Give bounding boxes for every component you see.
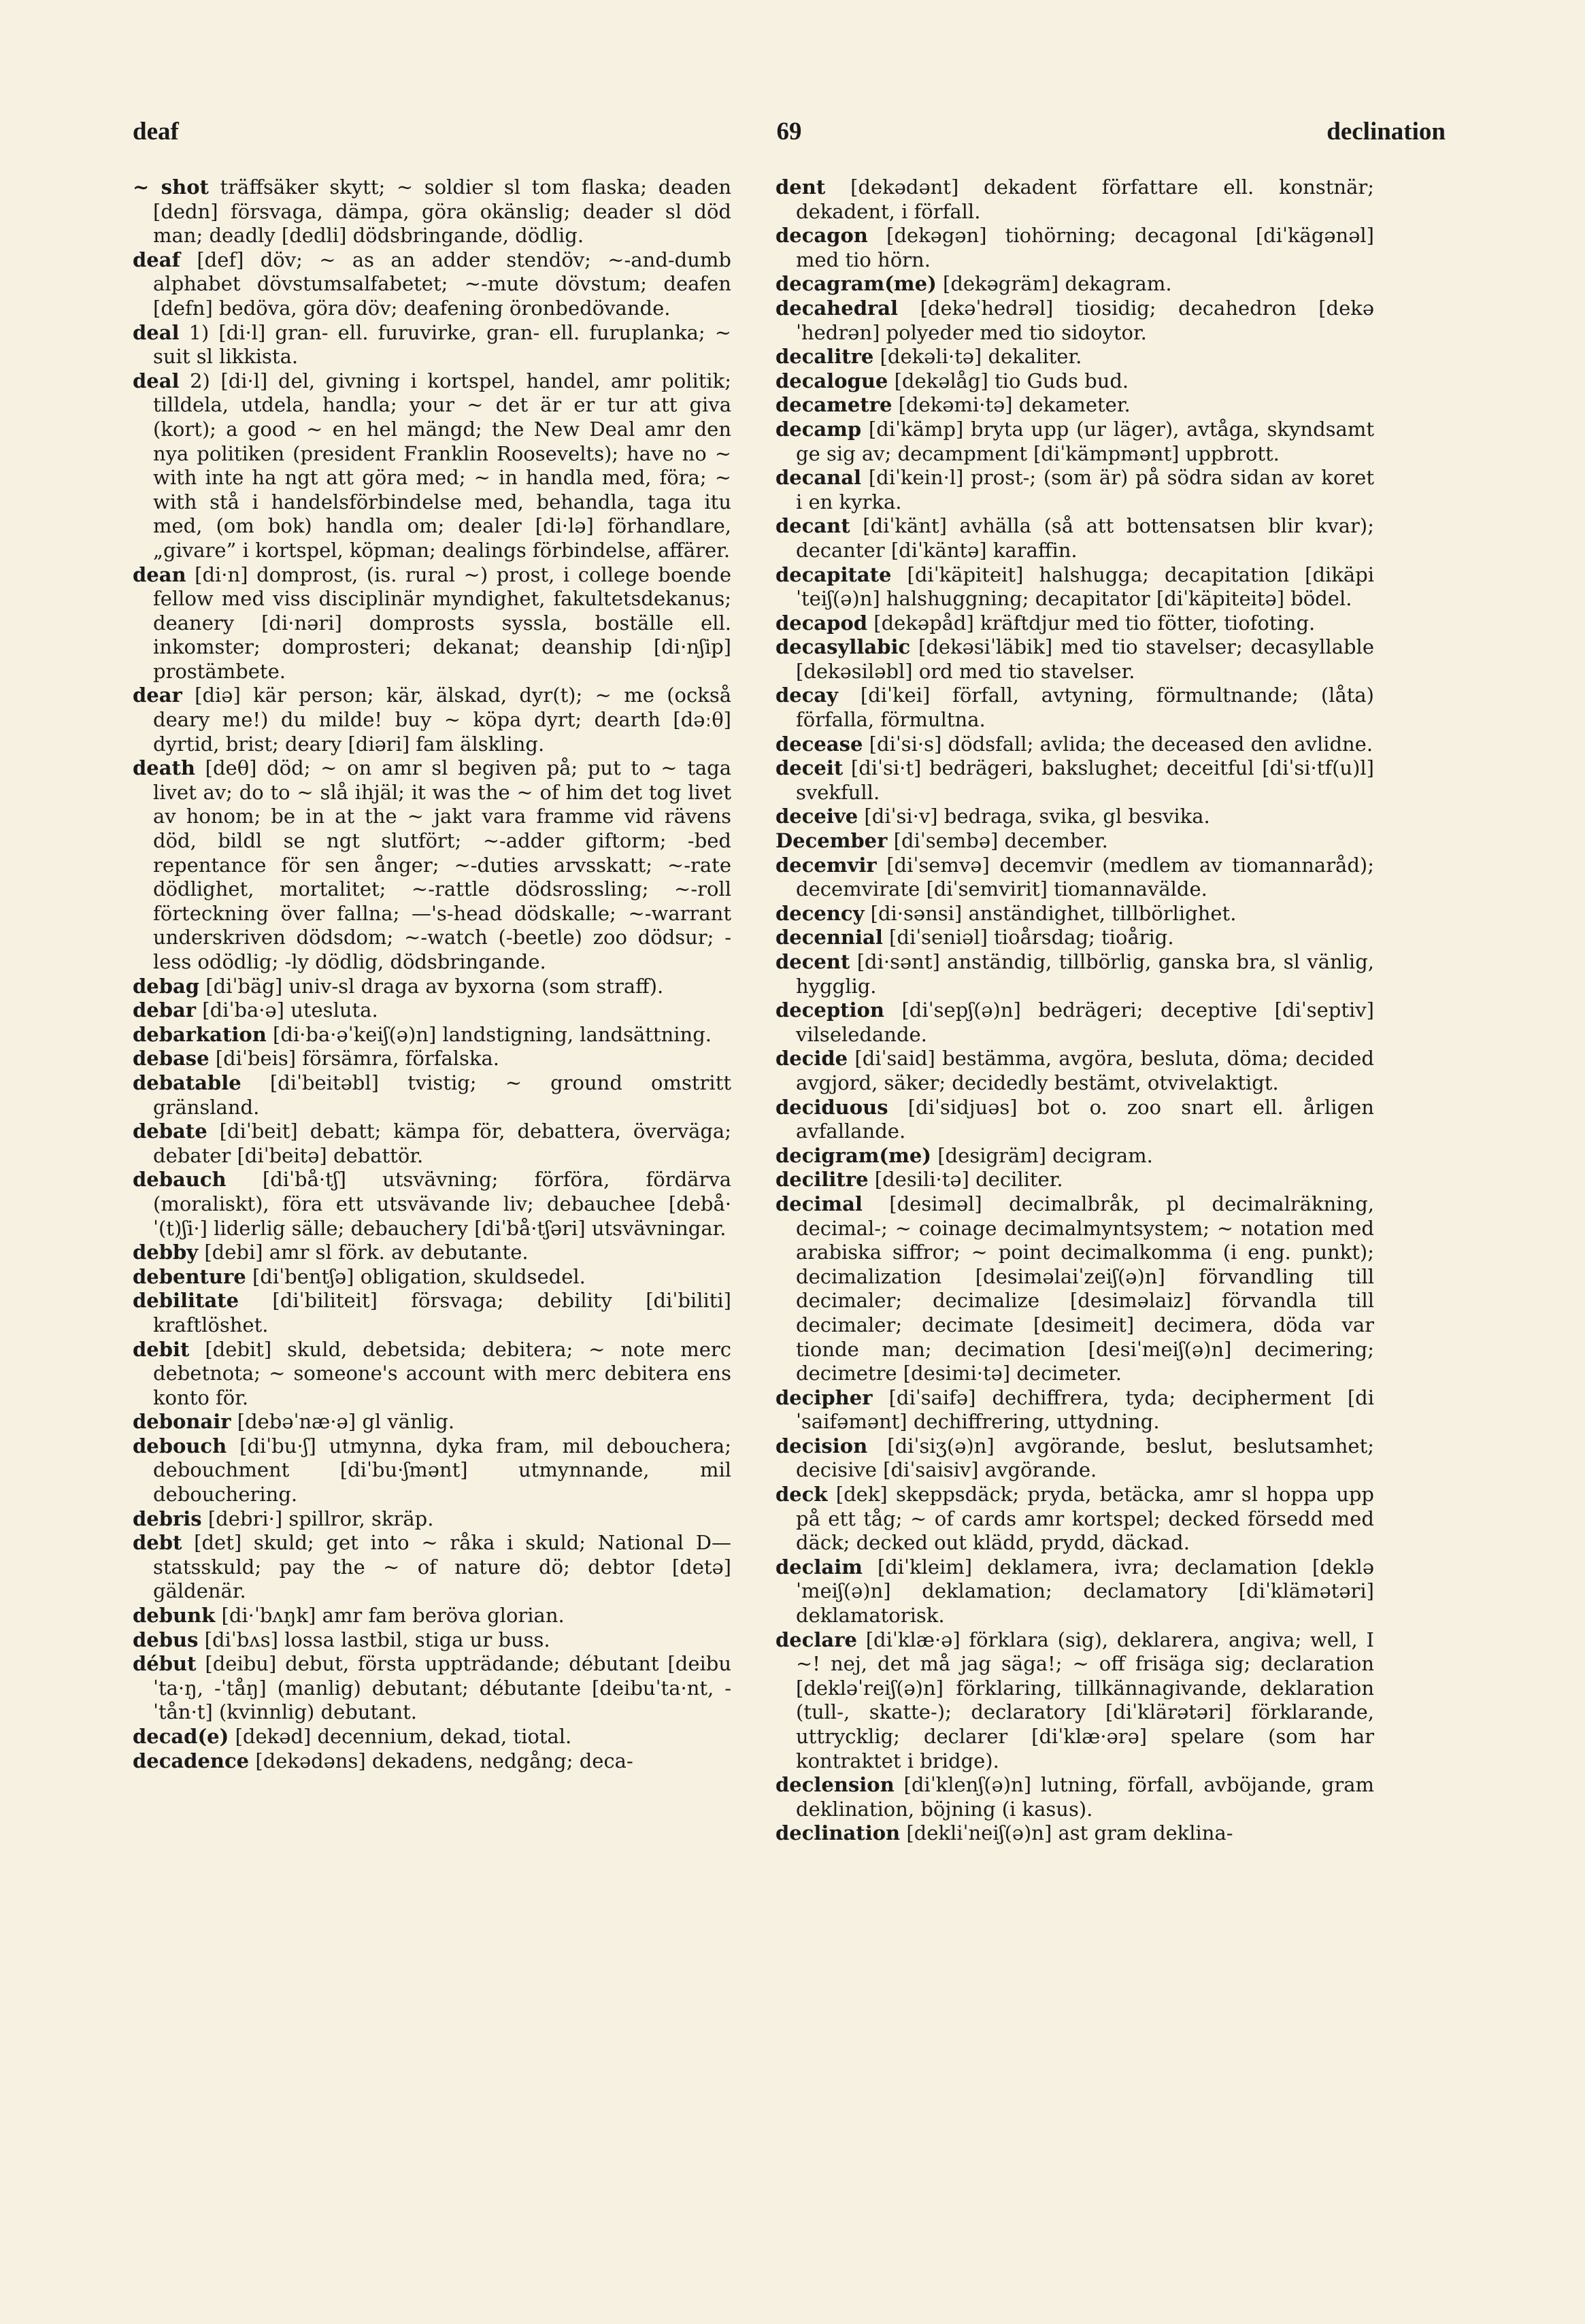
dictionary-entry: [775, 1434, 1374, 1483]
dictionary-entry: [775, 950, 1374, 998]
dictionary-entry: [775, 684, 1374, 732]
entry-headword: début: [133, 1652, 197, 1676]
entry-headword: decasyllabic: [775, 635, 911, 659]
dictionary-entry: [775, 563, 1374, 611]
entry-headword: death: [133, 756, 195, 780]
entry-definition: [diˈkäpiteit] halshugga; decapitation [dikäpiˈteiʃ(ə)n] halshuggning; decapitator [diˈkäpiteitə] bödel.: [796, 562, 1374, 611]
dictionary-entry: [133, 1507, 731, 1532]
entry-definition: [di·sənsi] anständighet, tillbörlighet.: [864, 901, 1237, 925]
dictionary-entry: [775, 369, 1374, 394]
entry-headword: deciduous: [775, 1095, 888, 1119]
page-number: 69: [776, 118, 802, 146]
entry-definition: [desili·tə] deciliter.: [868, 1168, 1063, 1192]
entry-headword: debenture: [133, 1264, 246, 1288]
entry-definition: [diˈbiliteit] försvaga; debility [diˈbiliti] kraftlöshet.: [153, 1289, 731, 1336]
dictionary-entry: [775, 611, 1374, 636]
entry-definition: [dekəgən] tiohörning; decagonal [diˈkägənəl] med tio hörn.: [796, 224, 1374, 271]
dictionary-entry: [133, 1652, 731, 1725]
entry-headword: deaf: [133, 248, 180, 271]
dictionary-entry: [775, 732, 1374, 757]
entry-headword: debit: [133, 1337, 190, 1361]
dictionary-entry: [133, 975, 731, 999]
entry-headword: dear: [133, 684, 182, 707]
dictionary-entry: [133, 1047, 731, 1071]
entry-headword: debus: [133, 1628, 199, 1651]
dictionary-entry: [133, 1338, 731, 1411]
entry-headword: declaim: [775, 1555, 863, 1579]
entry-headword: decadence: [133, 1749, 250, 1772]
entry-definition: [diˈba·ə] utesluta.: [196, 998, 378, 1022]
entry-definition: 2) [di·l] del, givning i kortspel, handel, amr politik; tilldela, utdela, handla; your ~ det är er tur att giva (kort); a good ~ en hel mängd; the New Deal amr den nya politiken (president Franklin Roosevelts); have no ~ with inte ha ngt att göra med; ~ in handla med, föra; ~ with stå i handelsförbindelse med, behandla, taga itu med, (om bok) handla om; dealer [di·lə] förhandlare, „givare” i kortspel, köpman; dealings förbindelse, affärer.: [153, 369, 731, 562]
entry-definition: [diˈsi·v] bedraga, svika, gl besvika.: [858, 805, 1210, 828]
dictionary-entry: [133, 1628, 731, 1653]
entry-headword: debouch: [133, 1434, 227, 1458]
entry-headword: decennial: [775, 926, 883, 949]
dictionary-entry: [133, 369, 731, 563]
entry-headword: decad(e): [133, 1725, 229, 1748]
entry-headword: deal: [133, 369, 180, 392]
dictionary-entry: [775, 829, 1374, 854]
entry-headword: decemvir: [775, 853, 877, 877]
entry-headword: debag: [133, 974, 200, 998]
entry-headword: debate: [133, 1119, 207, 1143]
entry-headword: decimal: [775, 1192, 863, 1215]
entry-definition: [diˈsidjuəs] bot o. zoo snart ell. årligen avfallande.: [796, 1095, 1374, 1143]
entry-definition: [debi] amr sl förk. av debutante.: [198, 1241, 529, 1264]
entry-definition: [diˈkei] förfall, avtyning, förmultnande; (låta) förfalla, förmultna.: [796, 684, 1374, 732]
entry-definition: [desiməl] decimalbråk, pl decimalräkning, decimal-; ~ coinage decimalmyntsystem; ~ notation med arabiska siffror; ~ point decimalkomma (i eng. punkt); decimalization [desiməlaiˈzeiʃ(ə)n] förvandling till decimaler; decimalize [desiməlaiz] förvandla till decimaler; decimate [desimeit] decimera, döda var tionde man; decimation [desiˈmeiʃ(ə)n] decimering; decimetre [desimi·tə] decimeter.: [796, 1192, 1374, 1385]
dictionary-entry: [133, 1265, 731, 1290]
entry-headword: debunk: [133, 1604, 216, 1628]
dictionary-entry: [133, 1289, 731, 1337]
entry-headword: December: [775, 829, 888, 853]
entry-definition: [diˈbeitəbl] tvistig; ~ ground omstritt gränsland.: [153, 1071, 731, 1119]
dictionary-entry: [133, 1410, 731, 1434]
entry-definition: [diˈbäg] univ-sl draga av byxorna (som straff).: [199, 974, 664, 998]
entry-definition: [diˈsiʒ(ə)n] avgörande, beslut, beslutsamhet; decisive [diˈsaisiv] avgörande.: [796, 1434, 1374, 1482]
dictionary-entry: [133, 756, 731, 974]
dictionary-entry: [133, 1119, 731, 1168]
entry-headword: decapod: [775, 611, 868, 635]
entry-headword: deceit: [775, 756, 844, 780]
entry-definition: [dekəˈhedrəl] tiosidig; decahedron [dekəˈhedrən] polyeder med tio sidoytor.: [796, 296, 1374, 344]
dictionary-entry: [775, 175, 1374, 224]
entry-definition: [diˈbeit] debatt; kämpa för, debattera, överväga; debater [diˈbeitə] debattör.: [153, 1119, 731, 1167]
dictionary-entry: [775, 1555, 1374, 1628]
dictionary-entry: [775, 1144, 1374, 1168]
entry-headword: deck: [775, 1483, 828, 1506]
entry-definition: [dekəlåg] tio Guds bud.: [888, 369, 1129, 392]
entry-definition: [deθ] död; ~ on amr sl begiven på; put to ~ taga livet av; do to ~ slå ihjäl; it was the ~ of him det tog livet av honom; be in at the ~ jakt vara framme vid rävens död, bildl se ngt slutfört; ~-adder giftorm; -bed repentance för sen ånger; ~-duties arvsskatt; ~-rate dödlighet, mortalitet; ~-rattle dödsrossling; ~-roll förteckning över fallna; —'s-head dödskalle; ~-warrant underskriven dödsdom; ~-watch (-beetle) zoo dödsur; -less odödlig; -ly dödlig, dödsbringande.: [153, 756, 731, 973]
dictionary-entry: [133, 563, 731, 684]
entry-definition: [diˈkleim] deklamera, ivra; declamation [dekləˈmeiʃ(ə)n] deklamation; declamatory [diˈklämətəri] deklamatorisk.: [796, 1555, 1374, 1628]
entry-definition: [det] skuld; get into ~ råka i skuld; National D— statsskuld; pay the ~ of nature dö; debtor [detə] gäldenär.: [153, 1531, 731, 1603]
entry-definition: [diˈklenʃ(ə)n] lutning, förfall, avböjande, gram deklination, böjning (i kasus).: [796, 1773, 1374, 1821]
entry-headword: dent: [775, 175, 826, 199]
dictionary-entry: [133, 321, 731, 369]
entry-headword: debt: [133, 1531, 182, 1555]
entry-definition: [dekədənt] dekadent författare ell. konstnär; dekadent, i förfall.: [796, 175, 1374, 223]
dictionary-entry: [133, 684, 731, 756]
entry-headword: decipher: [775, 1385, 873, 1409]
entry-definition: [di·ˈbʌŋk] amr fam beröva glorian.: [215, 1604, 565, 1628]
dictionary-entry: [775, 418, 1374, 466]
entry-definition: [dekəsiˈläbik] med tio stavelser; decasyllable [dekəsiləbl] ord med tio stavelser.: [796, 635, 1374, 683]
entry-definition: [diˈbå·tʃ] utsvävning; förföra, fördärva (moraliskt), föra ett utsvävande liv; debauchee [debå·ˈ(t)ʃi·] liderlig sälle; debauchery [diˈbå·tʃəri] utsvävningar.: [153, 1168, 731, 1240]
entry-headword: deception: [775, 998, 884, 1022]
dictionary-entry: [133, 175, 731, 248]
entry-definition: [dekəd] decennium, dekad, tiotal.: [229, 1725, 572, 1748]
dictionary-entry: [775, 1047, 1374, 1095]
dictionary-entry: [775, 393, 1374, 418]
entry-headword: decant: [775, 514, 850, 538]
dictionary-entry: [775, 1168, 1374, 1192]
entry-definition: [diˈkein·l] prost-; (som är) på södra sidan av koret i en kyrka.: [796, 466, 1374, 513]
entry-headword: deal: [133, 320, 180, 344]
entry-definition: [diˈbʌs] lossa lastbil, stiga ur buss.: [198, 1628, 550, 1651]
entry-headword: decapitate: [775, 562, 892, 586]
entry-headword: debauch: [133, 1168, 227, 1192]
entry-headword: decision: [775, 1434, 868, 1458]
entry-headword: decigram(me): [775, 1143, 932, 1167]
entry-definition: [diˈklæ·ə] förklara (sig), deklarera, angiva; well, I ~! nej, det må jag säga!; ~ off frisäga sig; declaration [dekləˈreiʃ(ə)n] förklaring, tillkännagivande, deklaration (tull-, skatte-); declaratory [diˈklärətəri] förklarande, uttrycklig; declarer [diˈklæ·ərə] spelare (som har kontraktet i bridge).: [796, 1628, 1374, 1772]
dictionary-entry: [133, 1434, 731, 1507]
dictionary-entry: [775, 998, 1374, 1047]
dictionary-entry: [775, 1096, 1374, 1144]
entry-definition: [dekəmi·tə] dekameter.: [892, 393, 1131, 417]
entry-headword: decagon: [775, 224, 868, 248]
entry-headword: deceive: [775, 805, 858, 828]
dictionary-entry: [775, 902, 1374, 926]
entry-headword: debonair: [133, 1410, 231, 1434]
entry-headword: ~ shot: [133, 175, 209, 199]
dictionary-entry: [775, 297, 1374, 345]
dictionary-entry: [133, 1749, 731, 1774]
dictionary-entry: [133, 1071, 731, 1119]
entry-headword: debase: [133, 1047, 210, 1071]
entry-headword: declination: [775, 1821, 901, 1845]
left-column: [133, 175, 731, 2284]
entry-headword: decency: [775, 901, 865, 925]
entry-headword: decide: [775, 1047, 848, 1071]
dictionary-entry: [775, 1192, 1374, 1386]
entry-definition: träffsäker skytt; ~ soldier sl tom flaska; deaden [dedn] försvaga, dämpa, göra okänslig; deader sl död man; deadly [dedli] dödsbringande, dödlig.: [153, 175, 731, 248]
dictionary-entry: [133, 998, 731, 1023]
dictionary-entry: [775, 635, 1374, 684]
dictionary-entry: [775, 345, 1374, 369]
entry-definition: [diˈsi·s] dödsfall; avlida; the deceased den avlidne.: [863, 732, 1373, 756]
right-column: [775, 175, 1374, 2284]
dictionary-entry: [775, 854, 1374, 902]
entry-definition: [diˈseniəl] tioårsdag; tioårig.: [882, 926, 1174, 949]
entry-definition: [di·n] domprost, (is. rural ~) prost, i college boende fellow med viss disciplinär myndighet, fakultetsdekanus; deanery [di·nəri] domprosts syssla, boställe ell. inkomster; domprosteri; dekanat; deanship [di·nʃip] prostämbete.: [153, 562, 731, 683]
entry-headword: decalitre: [775, 345, 874, 369]
dictionary-entry: [775, 926, 1374, 950]
entry-definition: [diˈsaifə] dechiffrera, tyda; decipherment [diˈsaifəmənt] dechiffrering, uttydning.: [796, 1385, 1374, 1434]
entry-definition: [diˈsemvə] decemvir (medlem av tiomannaråd); decemvirate [diˈsemvirit] tiomannavälde.: [796, 853, 1374, 901]
entry-definition: [debit] skuld, debetsida; debitera; ~ note merc debetnota; ~ someone's account with merc debitera ens konto för.: [153, 1337, 731, 1409]
entry-definition: 1) [di·l] gran- ell. furuvirke, gran- ell. furuplanka; ~ suit sl likkista.: [153, 320, 731, 369]
dictionary-entry: [775, 272, 1374, 297]
entry-headword: debris: [133, 1506, 202, 1530]
dictionary-entry: [775, 1821, 1374, 1846]
dictionary-entry: [775, 1483, 1374, 1555]
dictionary-entry: [133, 1241, 731, 1265]
entry-headword: decahedral: [775, 296, 899, 320]
dictionary-entry: [775, 466, 1374, 514]
dictionary-entry: [133, 1604, 731, 1628]
entry-headword: decamp: [775, 417, 862, 441]
entry-headword: debar: [133, 998, 197, 1022]
entry-definition: [di·sənt] anständig, tillbörlig, ganska bra, sl vänlig, hygglig.: [796, 950, 1374, 998]
entry-definition: [diˈbu·ʃ] utmynna, dyka fram, mil debouchera; debouchment [diˈbu·ʃmənt] utmynnande, mil debouchering.: [153, 1434, 731, 1506]
dictionary-entry: [133, 1168, 731, 1241]
dictionary-entry: [775, 224, 1374, 272]
entry-headword: decanal: [775, 466, 862, 490]
entry-headword: debby: [133, 1241, 199, 1264]
entry-definition: [diˈsembə] december.: [887, 829, 1108, 853]
dictionary-entry: [775, 756, 1374, 805]
right-guide-word: declination: [1327, 118, 1446, 146]
entry-headword: dean: [133, 562, 186, 586]
dictionary-entry: [775, 1628, 1374, 1774]
entry-definition: [def] döv; ~ as an adder stendöv; ~-and-dumb alphabet dövstumsalfabetet; ~-mute dövstum; deafen [defn] bedöva, göra döv; deafening öronbedövande.: [153, 248, 731, 320]
entry-definition: [diˈkänt] avhälla (så att bottensatsen blir kvar); decanter [diˈkäntə] karaffin.: [796, 514, 1374, 562]
entry-headword: debatable: [133, 1071, 241, 1094]
entry-definition: [diˈsaid] bestämma, avgöra, besluta, döma; decided avgjord, säker; decidedly bestämt, otvivelaktigt.: [796, 1047, 1374, 1094]
dictionary-entry: [775, 1773, 1374, 1821]
entry-headword: decilitre: [775, 1168, 869, 1192]
dictionary-entry: [133, 1725, 731, 1749]
page-header: [133, 117, 1446, 151]
dictionary-entry: [775, 1386, 1374, 1434]
dictionary-entry: [775, 514, 1374, 562]
entry-definition: [dekliˈneiʃ(ə)n] ast gram deklina-: [900, 1821, 1233, 1845]
entry-definition: [diˈsi·t] bedrägeri, bakslughet; deceitful [diˈsi·tf(u)l] svekfull.: [796, 756, 1374, 804]
entry-headword: decent: [775, 950, 850, 973]
entry-definition: [deibu] debut, första uppträdande; débutant [deibuˈta·ŋ, -ˈtåŋ] (manlig) debutant; débutante [deibuˈta·nt, -ˈtån·t] (kvinnlig) debutant.: [153, 1652, 731, 1724]
entry-headword: decease: [775, 732, 863, 756]
dictionary-entry: [133, 1531, 731, 1604]
entry-definition: [debri·] spillror, skräp.: [201, 1506, 434, 1530]
entry-definition: [dekəgräm] dekagram.: [936, 272, 1172, 296]
entry-definition: [diˈbeis] försämra, förfalska.: [209, 1047, 499, 1071]
entry-definition: [dekədəns] dekadens, nedgång; deca-: [249, 1749, 633, 1772]
entry-headword: decalogue: [775, 369, 888, 392]
dictionary-entry: [133, 248, 731, 321]
entry-definition: [debəˈnæ·ə] gl vänlig.: [231, 1410, 455, 1434]
entry-headword: declare: [775, 1628, 857, 1651]
entry-headword: decay: [775, 684, 839, 707]
entry-headword: declension: [775, 1773, 895, 1797]
dictionary-entry: [133, 1023, 731, 1047]
entry-headword: debarkation: [133, 1022, 267, 1046]
entry-definition: [di·ba·əˈkeiʃ(ə)n] landstigning, landsättning.: [266, 1022, 712, 1046]
left-guide-word: deaf: [133, 118, 179, 146]
entry-definition: [dek] skeppsdäck; pryda, betäcka, amr sl hoppa upp på ett tåg; ~ of cards amr kortspel; decked försedd med däck; decked out klädd, prydd, däckad.: [796, 1483, 1374, 1555]
entry-headword: decagram(me): [775, 272, 937, 296]
entry-headword: debilitate: [133, 1289, 239, 1313]
entry-definition: [dekəli·tə] dekaliter.: [873, 345, 1082, 369]
entry-definition: [diə] kär person; kär, älskad, dyr(t); ~ me (också deary me!) du milde! buy ~ köpa dyrt; dearth [dəːθ] dyrtid, brist; deary [diəri] fam älskling.: [153, 684, 731, 756]
entry-headword: decametre: [775, 393, 892, 417]
entry-definition: [desigräm] decigram.: [931, 1143, 1153, 1167]
entry-definition: [diˈkämp] bryta upp (ur läger), avtåga, skyndsamt ge sig av; decampment [diˈkämpmənt] uppbrott.: [796, 417, 1374, 465]
entry-definition: [dekəpåd] kräftdjur med tio fötter, tiofoting.: [867, 611, 1316, 635]
dictionary-entry: [775, 805, 1374, 829]
entry-definition: [diˈsepʃ(ə)n] bedrägeri; deceptive [diˈseptiv] vilseledande.: [796, 998, 1374, 1046]
entry-definition: [diˈbentʃə] obligation, skuldsedel.: [246, 1264, 586, 1288]
